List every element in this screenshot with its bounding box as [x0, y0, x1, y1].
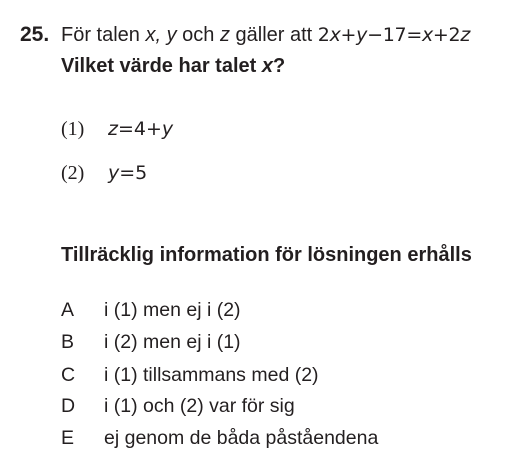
- answer-option-c[interactable]: [61, 364, 319, 387]
- statement-var: y: [108, 162, 120, 184]
- option-text: i (1) tillsammans med (2): [104, 364, 319, 386]
- answer-option-e[interactable]: [61, 427, 378, 450]
- eq-plus: +: [340, 24, 357, 46]
- eq-var-x2: x: [421, 24, 433, 46]
- option-text: i (1) men ej i (2): [104, 299, 241, 321]
- option-text: i (1) och (2) var för sig: [104, 395, 295, 417]
- answer-option-b[interactable]: [61, 331, 241, 354]
- prompt-end: ?: [272, 55, 286, 77]
- eq-var-y: y: [356, 24, 368, 46]
- statement-number: (2): [61, 162, 85, 184]
- eq-var-x1: x: [329, 24, 341, 46]
- answer-option-d[interactable]: [61, 395, 295, 418]
- eq-coef: 2: [317, 24, 330, 46]
- stem-equation: [318, 24, 470, 46]
- eq-plus-two: +2: [432, 24, 461, 46]
- statement-number: (1): [61, 118, 85, 140]
- eq-var-z: z: [460, 24, 471, 46]
- stem-var-z: z: [219, 24, 230, 46]
- statement-var: z: [108, 118, 118, 140]
- option-letter: B: [61, 331, 75, 353]
- prompt-text: Vilket värde har talet: [61, 55, 262, 77]
- prompt-var-x: x: [261, 55, 273, 77]
- option-letter: D: [61, 395, 76, 417]
- info-heading: Tillräcklig information för lösningen erhålls: [61, 244, 472, 266]
- question-prompt: [61, 55, 285, 78]
- statement-1: [61, 118, 173, 141]
- question-stem: [61, 24, 470, 47]
- statement-2: [61, 162, 147, 185]
- stem-text: För talen: [61, 24, 146, 46]
- option-text: i (2) men ej i (1): [104, 331, 241, 353]
- question-number: 25.: [20, 23, 50, 46]
- option-letter: E: [61, 427, 75, 449]
- stem-after: gäller att: [229, 24, 318, 46]
- statement-var2: y: [161, 118, 174, 140]
- option-letter: C: [61, 364, 76, 386]
- answer-option-a[interactable]: [61, 299, 241, 322]
- eq-minus-equals: −17=: [367, 24, 422, 46]
- option-text: ej genom de båda påståendena: [104, 427, 379, 449]
- stem-vars-xy: x, y: [145, 24, 177, 46]
- option-letter: A: [61, 299, 75, 321]
- statement-expr: =4+: [117, 118, 162, 140]
- statement-expr: =5: [119, 162, 148, 184]
- stem-mid: och: [176, 24, 220, 46]
